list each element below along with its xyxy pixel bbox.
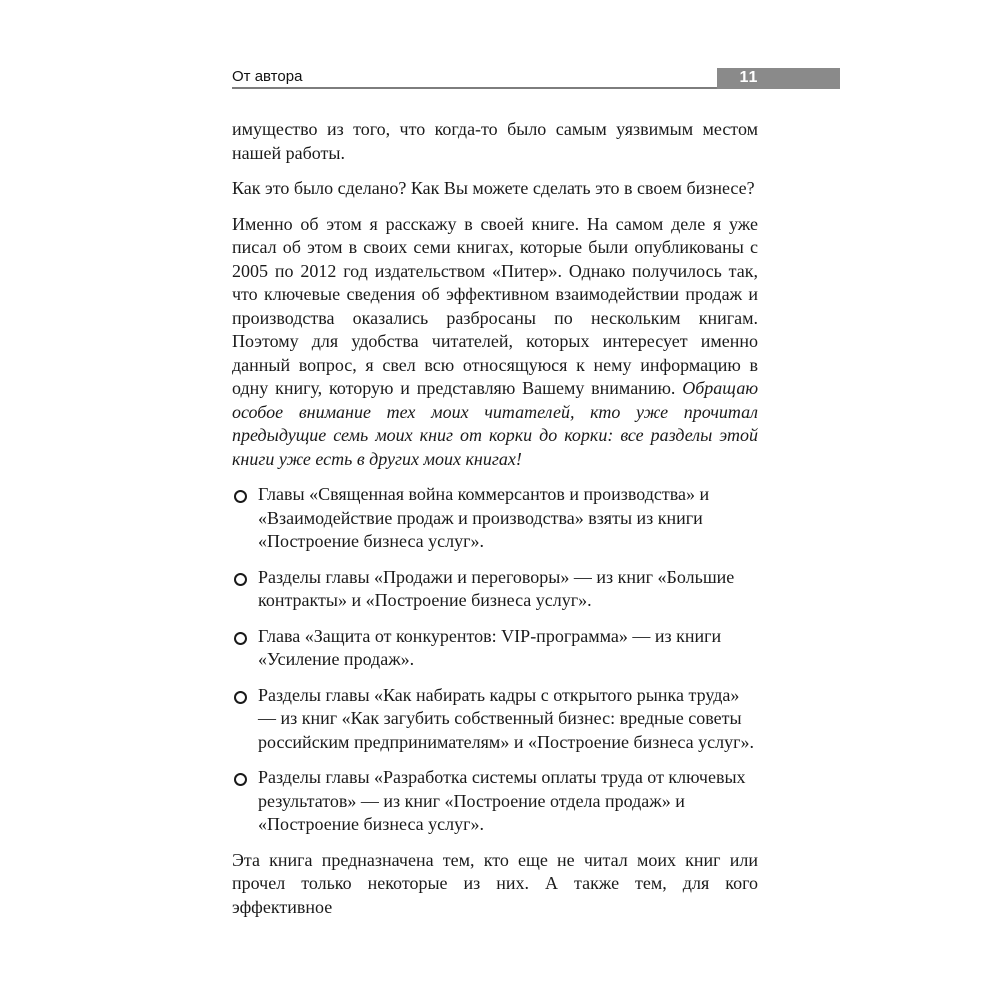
list-item-text: Разделы главы «Разработка системы оплаты труда от ключевых результатов» — из книг «Построение отдела продаж» и «Построение бизнеса услуг». [258,767,746,834]
paragraph-intro-text: Именно об этом я расскажу в своей книге. На самом деле я уже писал об этом в своих семи книгах, которые были опубликованы с 2005 по 2012 год издательством «Питер». Однако получилось так, что ключевые сведения об эффективном взаимодействии продаж и производства оказались разбросаны по нескольким книгам. Поэтому для удобства читателей, которых интересует именно данный вопрос, я свел всю относящуюся к нему информацию в одну книгу, которую и представляю Вашему вниманию. [232,213,758,398]
hollow-circle-bullet-icon [234,773,247,786]
list-item-text: Глава «Защита от конкурентов: VIP-программа» — из книги «Усиление продаж». [258,625,722,669]
page-body [232,118,758,931]
section-title: От автора [232,68,303,85]
paragraph-audience: Эта книга предназначена тем, кто еще не читал моих книг или прочел только некоторые из них. А также тем, для кого эффективное [232,849,758,917]
list-item-text: Разделы главы «Как набирать кадры с открытого рынка труда» — из книг «Как загубить собственный бизнес: вредные советы российским предпринимателям» и «Построение бизнеса услуг». [258,684,754,752]
sources-list [232,483,758,837]
header-rule [232,87,717,89]
list-item [232,625,758,672]
list-item [232,766,758,837]
list-item [232,566,758,613]
list-item [232,684,758,755]
paragraph-question: Как это было сделано? Как Вы можете сделать это в своем бизнесе? [232,178,755,198]
paragraph-continuation: имущество из того, что когда-то было самым уязвимым местом нашей работы. [232,119,758,163]
page-number-tab [717,68,840,89]
hollow-circle-bullet-icon [234,632,247,645]
paragraph-intro [232,213,758,472]
paragraph-intro-emphasis: Обращаю особое внимание тех моих читателей, кто уже прочитал предыдущие семь моих книг от корки до корки: все разделы этой книги уже есть в других моих книгах! [232,378,759,469]
page-number: 11 [739,69,759,86]
hollow-circle-bullet-icon [234,573,247,586]
list-item [232,483,758,554]
hollow-circle-bullet-icon [234,490,247,503]
list-item-text: Разделы главы «Продажи и переговоры» — из книг «Большие контракты» и «Построение бизнеса услуг». [258,566,735,610]
running-header [232,64,840,90]
list-item-text: Главы «Священная война коммерсантов и производства» и «Взаимодействие продаж и производства» взяты из книги «Построение бизнеса услуг». [258,484,710,551]
hollow-circle-bullet-icon [234,691,247,704]
